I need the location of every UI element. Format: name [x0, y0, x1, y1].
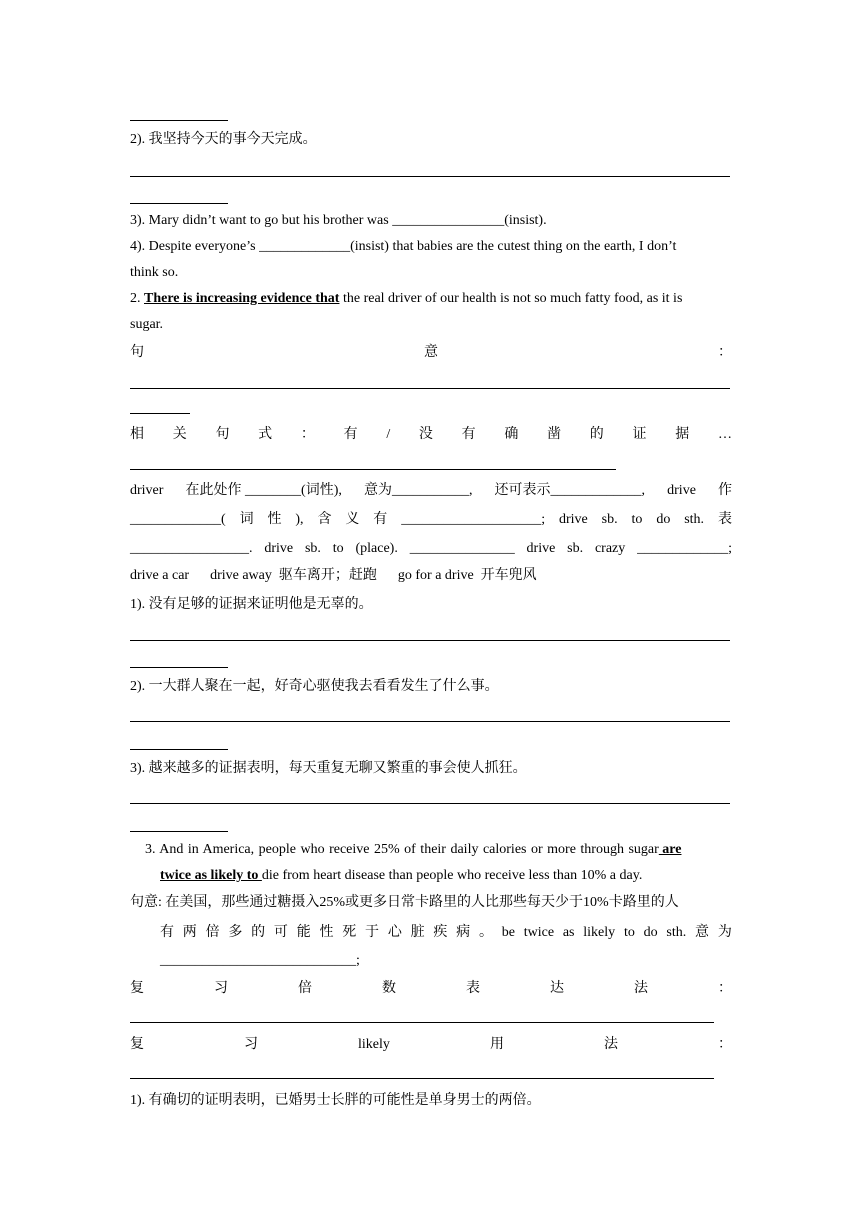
word: likely: [358, 1037, 390, 1052]
word: to: [332, 541, 344, 556]
answer-line: [130, 1022, 714, 1023]
word: 为: [717, 925, 732, 940]
answer-line: [130, 1078, 714, 1079]
word: ____________________;: [401, 512, 546, 527]
word: ：: [717, 1037, 732, 1052]
word: likely: [583, 925, 616, 940]
word: 。: [478, 925, 493, 940]
word: 式: [258, 427, 273, 442]
word: 复: [130, 1037, 144, 1052]
exercise-item: think so.: [130, 265, 179, 280]
key-phrase: twice as likely to: [160, 868, 262, 883]
answer-blank: ____________________________;: [160, 953, 360, 968]
word: 表: [717, 512, 732, 527]
word: 复: [130, 981, 144, 996]
word: 关: [172, 427, 187, 442]
word: 疾: [433, 925, 448, 940]
word: 可: [273, 925, 288, 940]
word: twice: [523, 925, 555, 940]
sentence-heading: [130, 289, 732, 309]
word: _____________(: [130, 512, 226, 527]
word: 用: [489, 1037, 504, 1052]
word: …: [717, 427, 732, 442]
word: ：: [300, 427, 315, 442]
word: 习: [214, 981, 228, 996]
word: 表: [466, 981, 480, 996]
answer-line: [130, 176, 730, 177]
translation-item: 1). 有确切的证明表明，已婚男士长胖的可能性是单身男士的两倍。: [130, 1093, 541, 1108]
sentence-text: twice as likely to die from heart disease than people who receive less than 10% a day.: [160, 868, 643, 883]
answer-line: [130, 831, 228, 832]
word: 心: [387, 925, 402, 940]
answer-line: [130, 120, 228, 121]
exercise-item: 2). 我坚持今天的事今天完成。: [130, 132, 317, 147]
word: 义: [345, 512, 360, 527]
key-phrase: are: [658, 842, 682, 857]
answer-line: [130, 749, 228, 750]
meaning-text: [160, 923, 732, 943]
word: to: [631, 512, 643, 527]
driver-usage-line: [130, 539, 732, 559]
word: 性: [267, 512, 282, 527]
word: drive: [558, 512, 588, 527]
word: 法: [603, 1037, 618, 1052]
answer-line: [130, 803, 730, 804]
word: ),: [295, 512, 304, 527]
review-label: [130, 979, 732, 999]
sentence-number: 2.: [130, 291, 144, 306]
word: (place).: [355, 541, 398, 556]
word: 据: [675, 427, 690, 442]
word: 还可表示_____________,: [494, 483, 646, 498]
exercise-item: 4). Despite everyone’s _____________(insist) that babies are the cutest thing on the earth, I don’t: [130, 239, 677, 254]
word: 倍: [205, 925, 220, 940]
word: 词: [239, 512, 254, 527]
word: 证: [632, 427, 647, 442]
answer-line: [130, 413, 190, 414]
word: drive: [526, 541, 556, 556]
answer-line: [130, 203, 228, 204]
meaning-text: 句意: 在美国，那些通过糖摄入25%或更多日常卡路里的人比那些每天少于10%卡路里的人: [130, 895, 679, 910]
word: 于: [365, 925, 380, 940]
sentence-text: sugar.: [130, 317, 164, 332]
word: sb.: [601, 512, 618, 527]
answer-line: [130, 640, 730, 641]
word: 两: [182, 925, 197, 940]
translation-item: 2). 一大群人聚在一起，好奇心驱使我去看看发生了什么事。: [130, 679, 499, 694]
word: 有: [343, 427, 358, 442]
word: 凿: [547, 427, 562, 442]
word: 有: [160, 925, 174, 940]
word: sth.: [666, 925, 687, 940]
word: 含: [317, 512, 332, 527]
translation-item: 3). 越来越多的证据表明，每天重复无聊又繁重的事会使人抓狂。: [130, 761, 527, 776]
word: sb.: [304, 541, 321, 556]
word: 的: [251, 925, 266, 940]
word: sb.: [567, 541, 584, 556]
driver-phrases: drive a car drive away 驱车离开；赶跑 go for a drive 开车兜风: [130, 568, 537, 583]
word: to: [623, 925, 635, 940]
word: 的: [589, 427, 604, 442]
key-phrase: There is increasing evidence that: [144, 291, 340, 306]
word: 脏: [410, 925, 425, 940]
word: 相: [130, 427, 144, 442]
word: 倍: [298, 981, 312, 996]
sentence-heading: 3. And in America, people who receive 25% of their daily calories or more through sugar are: [145, 842, 682, 857]
word: 法: [634, 981, 648, 996]
word: drive: [264, 541, 294, 556]
answer-line: [130, 388, 730, 389]
word: 没: [418, 427, 433, 442]
sentence-text: the real driver of our health is not so much fatty food, as it is: [339, 291, 683, 306]
answer-line: [130, 721, 730, 722]
word: as: [562, 925, 575, 940]
meaning-label: 句 意 ：: [130, 345, 732, 360]
word: do: [656, 512, 671, 527]
word: 在此处作 ________(词性),: [185, 483, 342, 498]
word: sth.: [684, 512, 705, 527]
related-pattern-label: [130, 425, 732, 445]
word: 病: [456, 925, 471, 940]
word: driver: [130, 483, 164, 498]
word: crazy: [594, 541, 626, 556]
word: 意为___________,: [363, 483, 473, 498]
answer-line: [130, 667, 228, 668]
word: ：: [718, 981, 732, 996]
word: drive: [667, 483, 696, 498]
word: 有: [461, 427, 476, 442]
word: 确: [504, 427, 519, 442]
word: 习: [244, 1037, 259, 1052]
word: /: [386, 427, 391, 442]
word: be: [501, 925, 515, 940]
review-label: [130, 1035, 732, 1055]
word: 达: [550, 981, 564, 996]
word: 作: [718, 483, 732, 498]
exercise-item: 3). Mary didn’t want to go but his brother was ________________(insist).: [130, 213, 547, 228]
word: 能: [296, 925, 311, 940]
word: _________________.: [130, 541, 253, 556]
word: 句: [215, 427, 230, 442]
driver-usage-line: [130, 510, 732, 530]
word: _______________: [409, 541, 515, 556]
answer-line: [130, 469, 616, 470]
word: 死: [342, 925, 357, 940]
word: 数: [382, 981, 396, 996]
word: do: [643, 925, 658, 940]
word: 多: [228, 925, 243, 940]
word: _____________;: [637, 541, 732, 556]
driver-usage-line: [130, 481, 732, 501]
word: 有: [373, 512, 388, 527]
translation-item: 1). 没有足够的证据来证明他是无辜的。: [130, 597, 373, 612]
word: 性: [319, 925, 334, 940]
word: 意: [695, 925, 710, 940]
